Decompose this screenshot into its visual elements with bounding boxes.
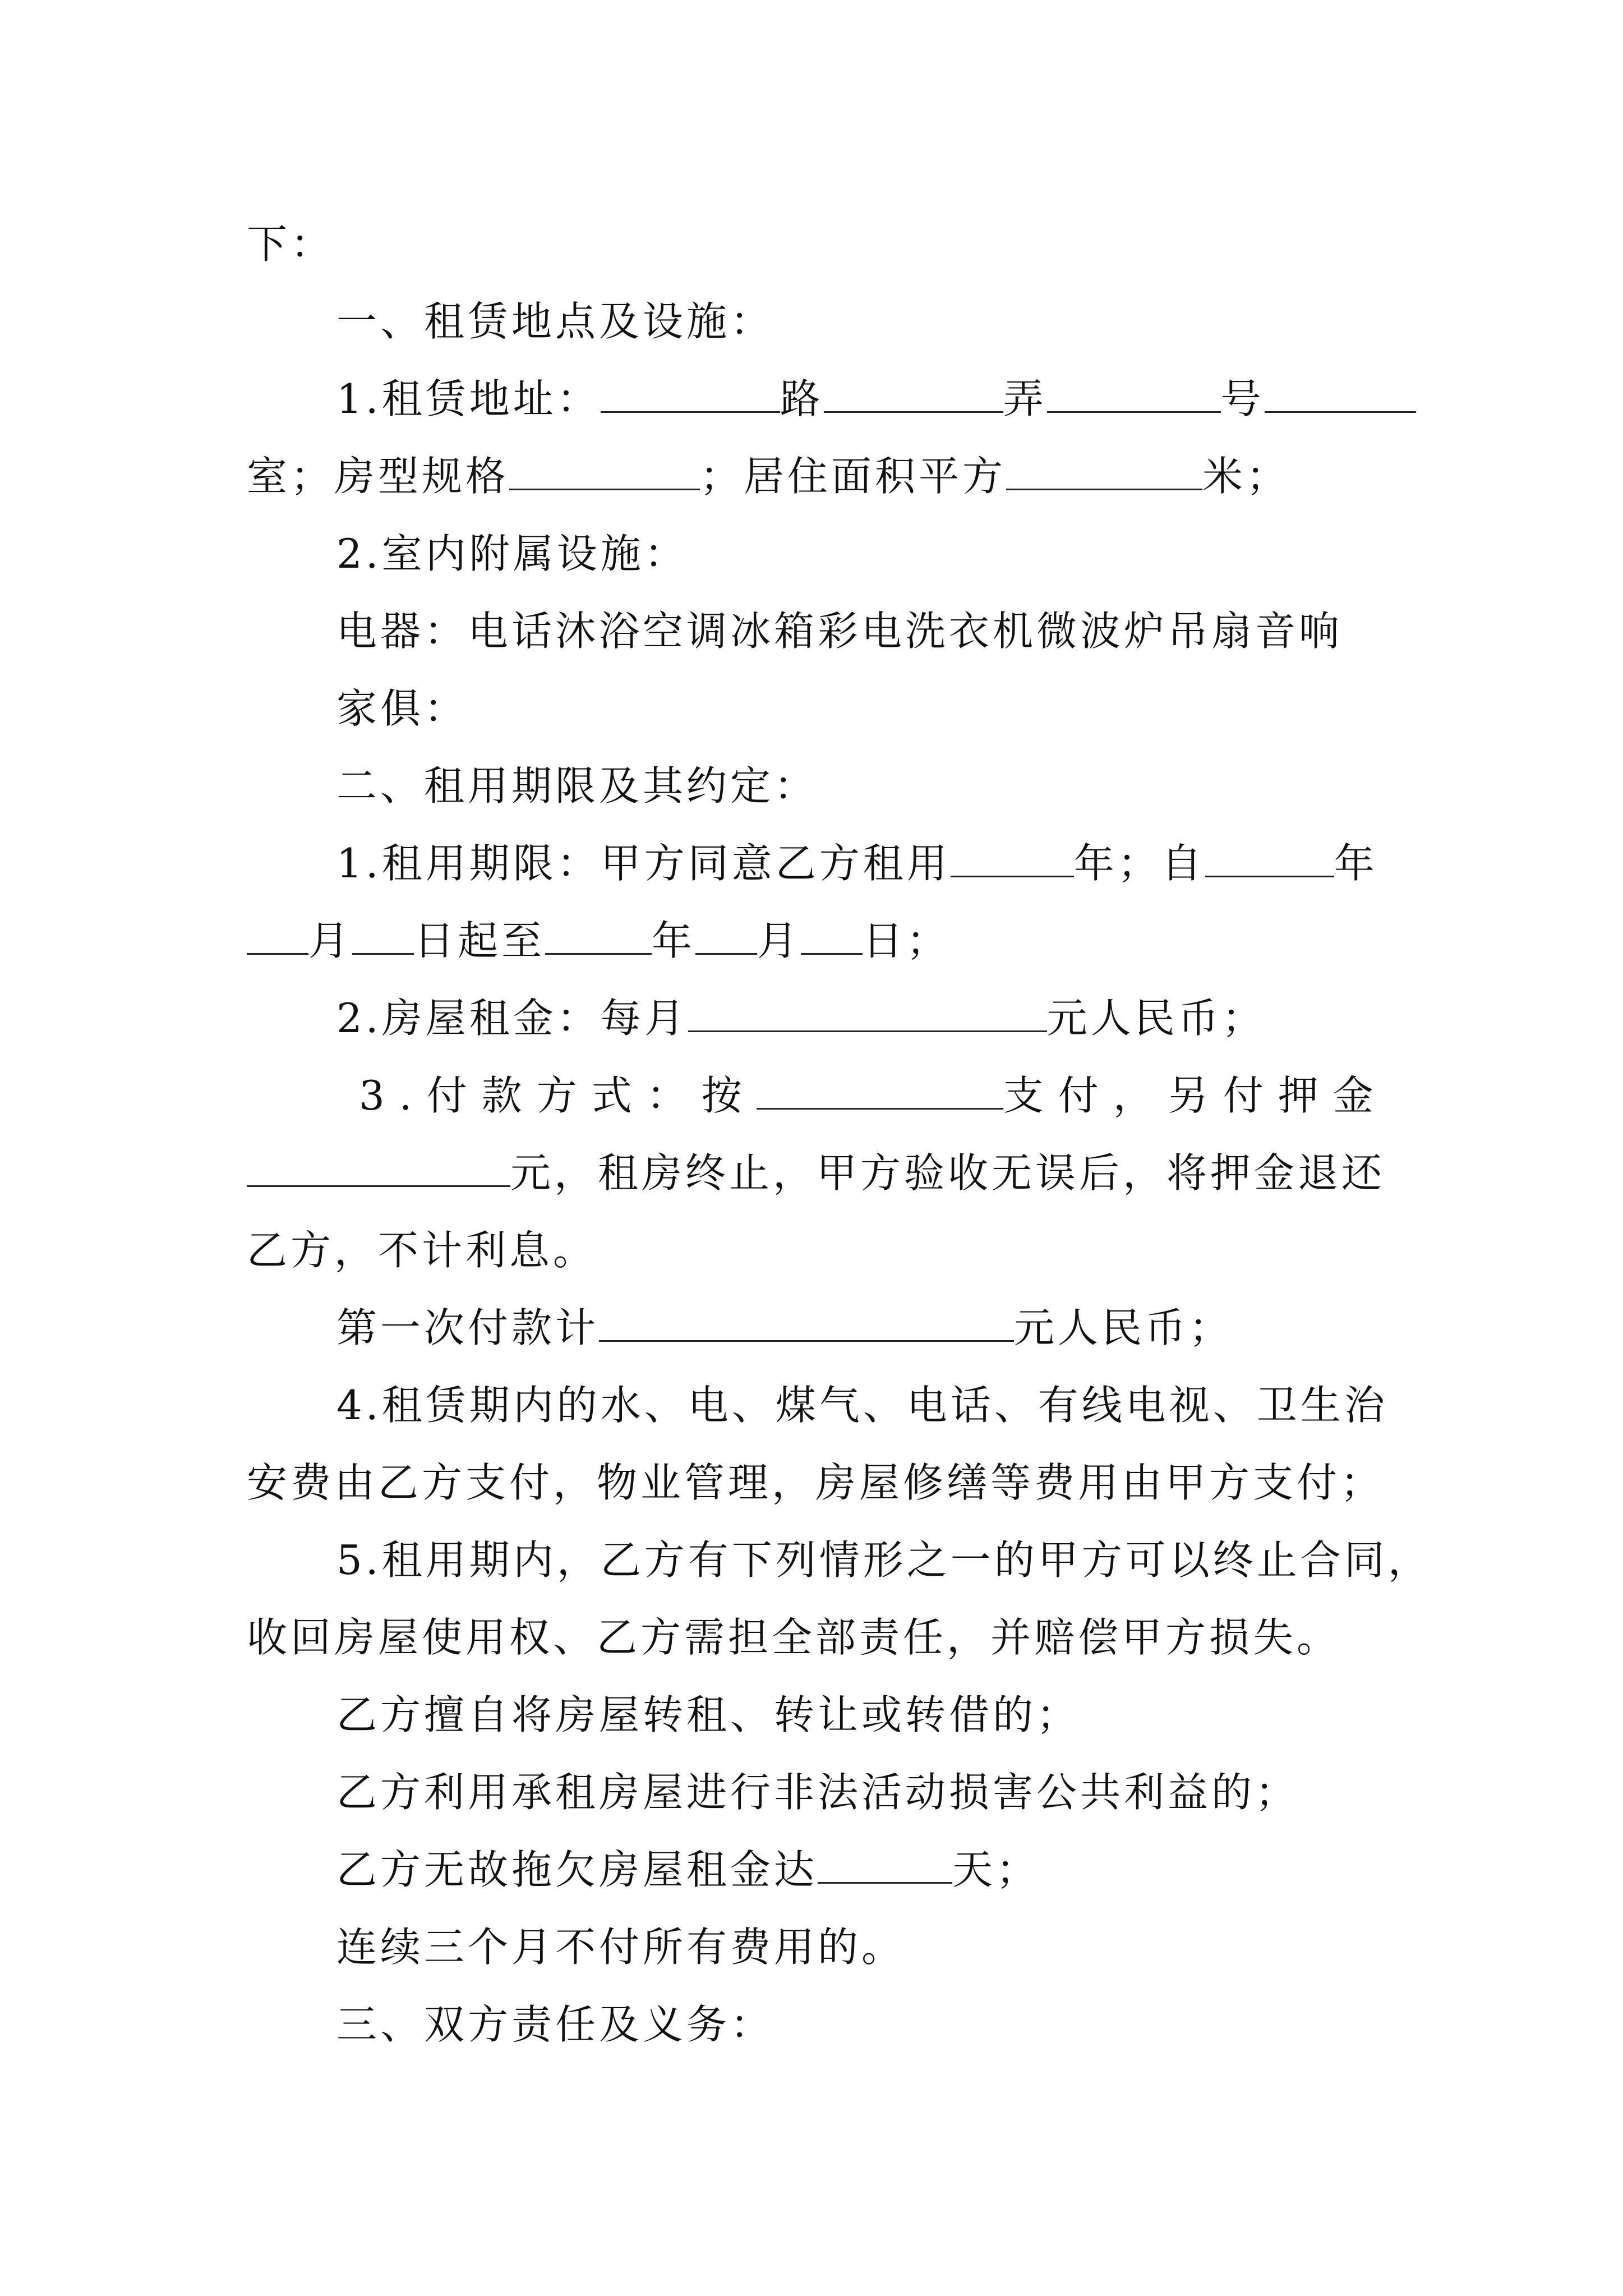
fill-blank[interactable]: [801, 916, 863, 955]
fill-blank[interactable]: [1265, 374, 1416, 413]
line-text: 元，租房终止，甲方验收无误后，将押金退还: [510, 1149, 1386, 1197]
line-text: 弄: [1003, 375, 1047, 422]
fill-blank[interactable]: [695, 916, 757, 955]
fill-blank[interactable]: [247, 916, 308, 955]
fill-blank[interactable]: [818, 1845, 952, 1884]
line-text: 连续三个月不付所有费用的。: [336, 1924, 906, 1971]
fill-blank[interactable]: [1006, 452, 1202, 490]
text-line: [336, 523, 1391, 585]
fill-blank[interactable]: [352, 916, 414, 955]
text-line: [336, 678, 1391, 739]
fill-blank[interactable]: [599, 1303, 1014, 1342]
line-text: ；居住面积平方: [700, 453, 1007, 500]
line-text: 2.房屋租金：每月: [336, 995, 688, 1042]
fill-blank[interactable]: [1205, 839, 1334, 877]
fill-blank[interactable]: [509, 452, 700, 490]
line-text: 元人民币；: [1014, 1304, 1233, 1351]
text-line: [336, 832, 1391, 894]
fill-blank[interactable]: [757, 1071, 1003, 1110]
text-line: [247, 1452, 1391, 1513]
line-text: 1.租用期限：甲方同意乙方租用: [336, 840, 951, 887]
line-text: 安费由乙方支付，物业管理，房屋修缮等费用由甲方支付；: [247, 1459, 1385, 1506]
line-text: 乙方无故拖欠房屋租金达: [336, 1846, 818, 1893]
line-text: 4.租赁期内的水、电、煤气、电话、有线电视、卫生治: [336, 1382, 1388, 1429]
line-text: 日起至: [414, 917, 546, 964]
line-text: 支付，另付押金: [1003, 1072, 1388, 1119]
fill-blank[interactable]: [688, 993, 1047, 1032]
text-line: [336, 987, 1391, 1049]
text-line: [247, 910, 1391, 972]
line-text: 乙方擅自将房屋转租、转让或转借的；: [336, 1691, 1081, 1738]
line-text: 第一次付款计: [336, 1304, 600, 1351]
line-text: 收回房屋使用权、乙方需担全部责任，并赔偿甲方损失。: [247, 1614, 1341, 1661]
line-text: 电器：电话沐浴空调冰箱彩电洗衣机微波炉吊扇音响: [336, 608, 1343, 655]
text-line: [247, 1220, 1391, 1281]
fill-blank[interactable]: [1047, 374, 1221, 413]
line-text: 乙方利用承租房屋进行非法活动损害公共利益的；: [336, 1769, 1299, 1816]
section-heading: [336, 755, 1391, 817]
text-line: [336, 1839, 1391, 1901]
text-line: [336, 368, 1391, 430]
text-line: [336, 1684, 1391, 1746]
fill-blank[interactable]: [824, 374, 1003, 413]
fill-blank[interactable]: [601, 374, 780, 413]
line-text: 元人民币；: [1046, 995, 1266, 1042]
fill-blank[interactable]: [545, 916, 652, 955]
heading-text: 三、双方责任及义务：: [336, 2001, 774, 2048]
text-line: [336, 1297, 1391, 1359]
line-text: 号: [1220, 375, 1265, 422]
section-heading: [336, 291, 1391, 352]
fill-blank[interactable]: [951, 839, 1074, 877]
text-line: [336, 1374, 1391, 1436]
section-heading: [336, 1994, 1391, 2055]
line-text: 2.室内附属设施：: [336, 530, 688, 577]
text-line: [336, 1529, 1432, 1591]
text-line: [247, 1607, 1391, 1668]
line-text: 下：: [247, 220, 335, 268]
line-text: 年；自: [1073, 840, 1205, 887]
line-text: 路: [780, 375, 824, 422]
fill-blank[interactable]: [247, 1148, 510, 1187]
line-text: 室；房型规格: [247, 453, 510, 500]
line-text: 1.租赁地址：: [336, 375, 601, 422]
line-text: 年: [1334, 840, 1378, 887]
text-line: [247, 445, 1391, 507]
line-text: 天；: [952, 1846, 1040, 1893]
line-text: 月: [757, 917, 801, 964]
line-text: 日；: [863, 917, 951, 964]
line-text: 年: [652, 917, 696, 964]
line-text: 乙方，不计利息。: [247, 1227, 597, 1274]
text-line: [336, 1761, 1391, 1823]
line-text: 5.租用期内，乙方有下列情形之一的甲方可以终止合同，: [336, 1536, 1432, 1584]
text-line: [247, 1142, 1391, 1204]
line-text: 米；: [1202, 453, 1290, 500]
line-text: 月: [308, 917, 353, 964]
heading-text: 一、租赁地点及设施：: [336, 298, 774, 345]
line-text: 3.付款方式：按: [359, 1072, 757, 1119]
text-line: [336, 600, 1391, 662]
text-line: [359, 1065, 1391, 1126]
line-text: 家俱：: [336, 685, 468, 732]
text-line: [247, 213, 1391, 275]
heading-text: 二、租用期限及其约定：: [336, 762, 818, 809]
text-line: [336, 1916, 1391, 1978]
